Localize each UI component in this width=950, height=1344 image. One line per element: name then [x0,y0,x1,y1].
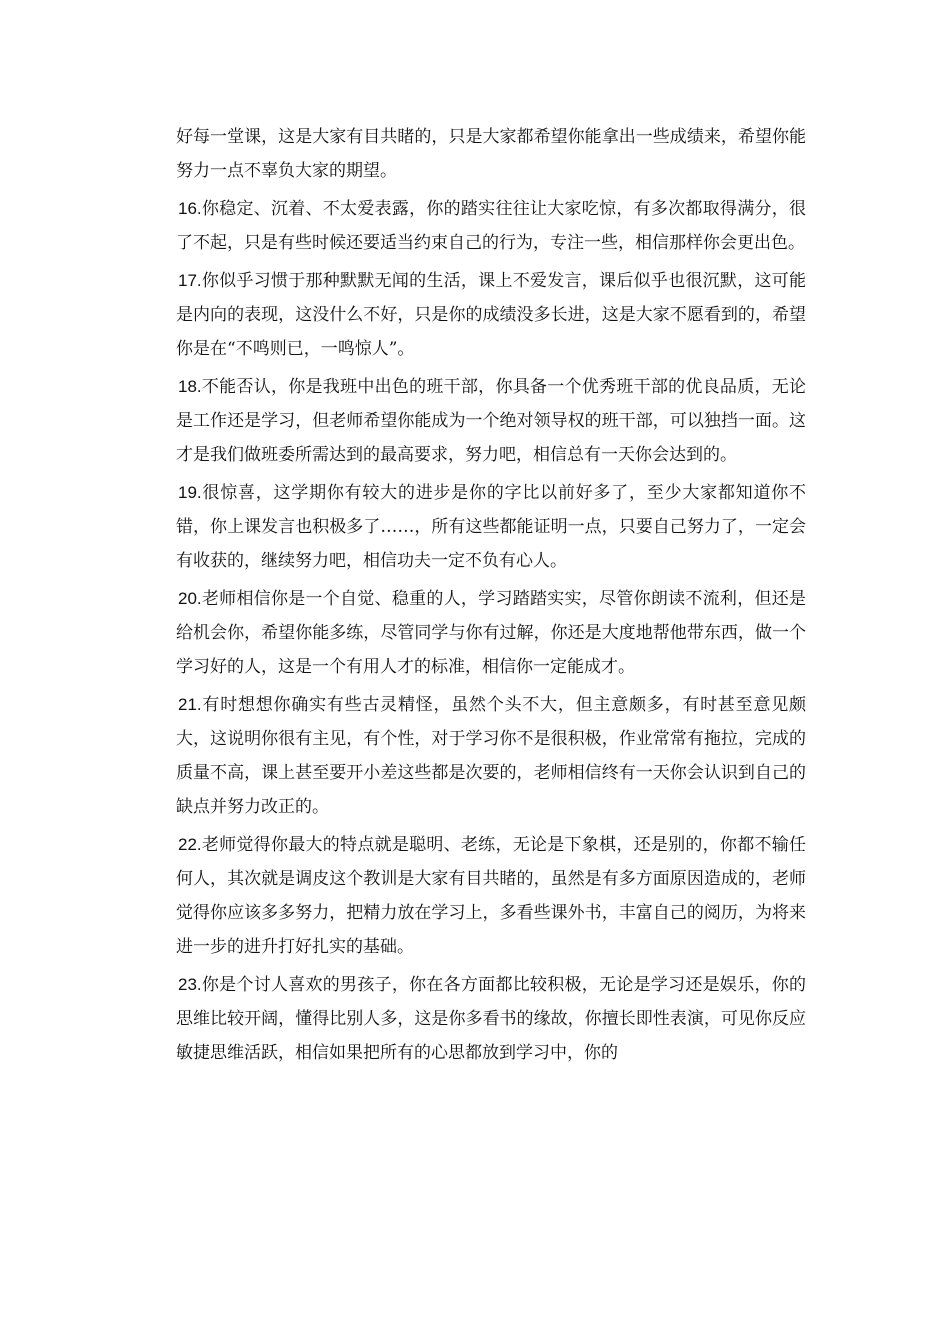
item-number: 21. [178,695,202,714]
intro-paragraph [176,120,806,188]
comment-item-21 [176,688,806,824]
comment-item-18 [176,370,806,472]
comment-item-20 [176,582,806,684]
comment-item-16 [176,192,806,260]
item-text: 有时想想你确实有些古灵精怪，虽然个头不大，但主意颇多，有时甚至意见颇大，这说明你很有主见，有个性，对于学习你不是很积极，作业常常有拖拉，完成的质量不高，课上甚至要开小差这些都是次要的，老师相信终有一天你会认识到自己的缺点并努力改正的。 [176,695,806,817]
item-number: 17. [178,271,202,290]
item-text: 你似乎习惯于那种默默无闻的生活，课上不爱发言，课后似乎也很沉默，这可能是内向的表现，这没什么不好，只是你的成绩没多长进，这是大家不愿看到的，希望你是在“不鸣则已，一鸣惊人”。 [176,271,806,359]
item-text: 不能否认，你是我班中出色的班干部，你具备一个优秀班干部的优良品质，无论是工作还是学习，但老师希望你能成为一个绝对领导权的班干部，可以独挡一面。这才是我们做班委所需达到的最高要求，努力吧，相信总有一天你会达到的。 [176,377,806,465]
item-text: 你是个讨人喜欢的男孩子，你在各方面都比较积极，无论是学习还是娱乐，你的思维比较开阔，懂得比别人多，这是你多看书的缘故，你擅长即性表演，可见你反应敏捷思维活跃，相信如果把所有的心思都放到学习中，你的 [176,975,806,1063]
item-number: 22. [178,835,202,854]
item-number: 19. [178,483,202,502]
item-text: 很惊喜，这学期你有较大的进步是你的字比以前好多了，至少大家都知道你不错，你上课发言也积极多了……，所有这些都能证明一点，只要自己努力了，一定会有收获的，继续努力吧，相信功夫一定不负有心人。 [176,483,806,571]
intro-text: 好每一堂课，这是大家有目共睹的，只是大家都希望你能拿出一些成绩来，希望你能努力一点不辜负大家的期望。 [176,127,806,181]
comment-item-22 [176,828,806,964]
comment-item-19 [176,476,806,578]
item-text: 老师相信你是一个自觉、稳重的人，学习踏踏实实，尽管你朗读不流利，但还是给机会你，希望你能多练，尽管同学与你有过解，你还是大度地帮他带东西，做一个学习好的人，这是一个有用人才的标准，相信你一定能成才。 [176,589,806,677]
item-text: 你稳定、沉着、不太爱表露，你的踏实往往让大家吃惊，有多次都取得满分，很了不起，只是有些时候还要适当约束自己的行为，专注一些，相信那样你会更出色。 [176,199,806,253]
comment-item-17 [176,264,806,366]
item-number: 16. [178,199,202,218]
item-text: 老师觉得你最大的特点就是聪明、老练，无论是下象棋，还是别的，你都不输任何人，其次就是调皮这个教训是大家有目共睹的，虽然是有多方面原因造成的，老师觉得你应该多多努力，把精力放在学习上，多看些课外书，丰富自己的阅历，为将来进一步的进升打好扎实的基础。 [176,835,806,957]
item-number: 18. [178,377,202,396]
item-number: 23. [178,975,202,994]
comment-item-23 [176,968,806,1070]
document-page [176,120,806,1070]
item-number: 20. [178,589,202,608]
